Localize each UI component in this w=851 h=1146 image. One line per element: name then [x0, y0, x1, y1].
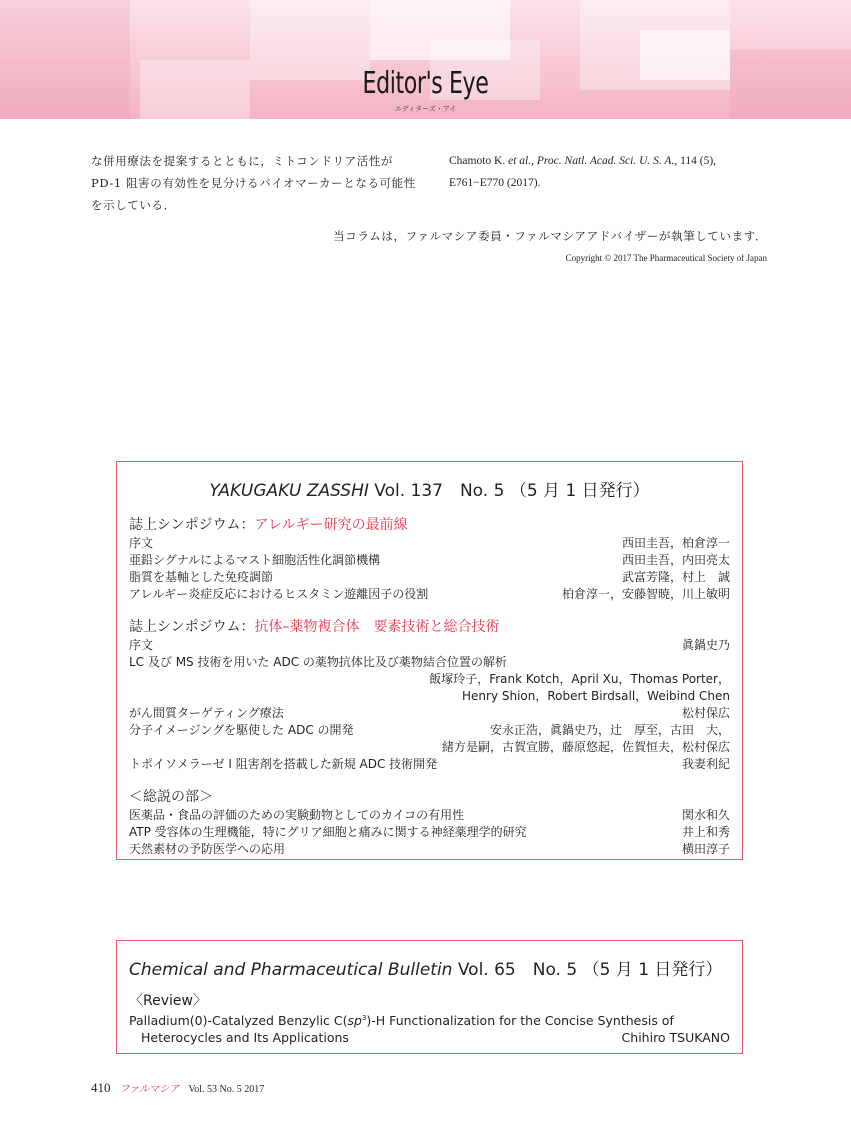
article-title: 脂質を基軸とした免疫調節 [129, 570, 274, 584]
review-text: 3 [361, 1014, 367, 1022]
article-title: がん間質ターゲティング療法 [129, 706, 284, 720]
page-footer [91, 1080, 264, 1096]
article-row [129, 654, 730, 671]
ref-journal: Proc. Natl. Acad. Sci. U. S. A., [536, 155, 678, 167]
section-heading [129, 515, 730, 535]
review-text: Heterocycles and Its Applications [141, 1030, 349, 1046]
review-text: )-H Functionalization for the Concise Synthesis of [366, 1013, 674, 1029]
section-theme: 抗体–薬物複合体 要素技術と総合技術 [254, 619, 500, 635]
reference [449, 150, 779, 194]
header-banner [0, 0, 851, 119]
article-title: トポイソメラーゼ I 阻害剤を搭載した新規 ADC 技術開発 [129, 757, 438, 771]
section-prefix: 誌上シンポジウム： [129, 517, 255, 533]
article-authors: 柏倉淳一，安藤智暁，川上敏明 [561, 587, 730, 601]
section-heading: ＜総説の部＞ [129, 789, 213, 805]
issue-info: Vol. 65 No. 5 （5 月 1 日発行） [457, 960, 723, 980]
left-column-text [91, 150, 421, 216]
section-theme: アレルギー研究の最前線 [254, 517, 408, 533]
volume-info: Vol. 53 No. 5 2017 [188, 1084, 265, 1095]
article-row [129, 535, 730, 552]
article-row [129, 552, 730, 569]
ref-pages: E761−E770 (2017). [449, 177, 541, 189]
article-authors: 井上和秀 [681, 825, 730, 839]
article-authors: 緒方是嗣，古賀宣勝，藤原悠起，佐賀恒夫，松村保広 [441, 740, 730, 754]
article-row [129, 756, 730, 773]
magazine-name: ファルマシア [119, 1084, 180, 1095]
review-label: 〈Review〉 [129, 993, 207, 1009]
article-row [129, 586, 730, 603]
box-title [129, 476, 730, 501]
text-line: PD-1 阻害の有効性を見分けるバイオマーカーとなる可能性 [91, 176, 416, 190]
article-authors: Henry Shion，Robert Birdsall，Weibind Chen [462, 689, 730, 703]
article-title: 医薬品・食品の評価のための実験動物としてのカイコの有用性 [129, 808, 465, 822]
article-authors: 安永正浩，眞鍋史乃，辻 厚至，古田 大， [489, 723, 730, 737]
chem-pharm-bulletin-box [116, 940, 743, 1054]
article-authors: 西田圭吾，柏倉淳一 [621, 536, 730, 550]
copyright: Copyright © 2017 The Pharmaceutical Society of Japan [565, 253, 767, 263]
article-authors: 飯塚玲子，Frank Kotch，April Xu，Thomas Porter， [429, 672, 730, 686]
journal-name: YAKUGAKU ZASSHI [209, 481, 369, 501]
article-authors: 松村保広 [681, 706, 730, 720]
article-title: 分子イメージングを駆使した ADC の開発 [129, 723, 354, 737]
article-row [129, 722, 730, 739]
text-line: な併用療法を提案するとともに，ミトコンドリア活性が [91, 154, 394, 168]
article-authors: 我妻利紀 [681, 757, 730, 771]
box-title [129, 955, 730, 980]
article-authors: 西田圭吾，内田亮太 [621, 553, 730, 567]
article-title: 天然素材の予防医学への応用 [129, 842, 286, 856]
review-author: Chihiro TSUKANO [621, 1030, 730, 1046]
article-authors: 眞鍋史乃 [681, 638, 730, 652]
review-title-line [129, 1010, 730, 1029]
article-row [129, 807, 730, 824]
yakugaku-zasshi-box [116, 461, 743, 860]
article-title: ATP 受容体の生理機能，特にグリア細胞と痛みに関する神経薬理学的研究 [129, 825, 527, 839]
article-title: 序文 [129, 638, 154, 652]
article-title: 序文 [129, 536, 154, 550]
page-subtitle: エディターズ・アイ [394, 105, 457, 113]
article-title: アレルギー炎症反応におけるヒスタミン遊離因子の役割 [129, 587, 429, 601]
review-text: Palladium(0)-Catalyzed Benzylic C( [129, 1013, 348, 1029]
article-row [129, 841, 730, 858]
journal-name: Chemical and Pharmaceutical Bulletin [129, 960, 453, 980]
article-row [129, 1029, 730, 1046]
column-note: 当コラムは，ファルマシア委員・ファルマシアアドバイザーが執筆しています． [333, 229, 767, 243]
ref-volume: 114 (5), [680, 155, 717, 167]
ref-etal: et al., [508, 155, 534, 167]
article-authors: 関水和久 [681, 808, 730, 822]
article-title: LC 及び MS 技術を用いた ADC の薬物抗体比及び薬物結合位置の解析 [129, 655, 507, 669]
ref-author: Chamoto K. [449, 155, 506, 167]
page-title: Editor's Eye [362, 66, 489, 101]
article-row [129, 705, 730, 722]
article-title: 亜鉛シグナルによるマスト細胞活性化調節機構 [129, 553, 381, 567]
section-heading [129, 617, 730, 637]
article-row [129, 569, 730, 586]
article-row [129, 824, 730, 841]
issue-info: Vol. 137 No. 5 （5 月 1 日発行） [374, 481, 650, 501]
review-text: sp [347, 1013, 362, 1029]
text-line: を示している． [91, 198, 176, 212]
article-row [129, 637, 730, 654]
article-authors: 武富芳隆，村上 誠 [621, 570, 730, 584]
article-authors: 横田淳子 [681, 842, 730, 856]
section-prefix: 誌上シンポジウム： [129, 619, 255, 635]
page-number: 410 [91, 1080, 111, 1095]
